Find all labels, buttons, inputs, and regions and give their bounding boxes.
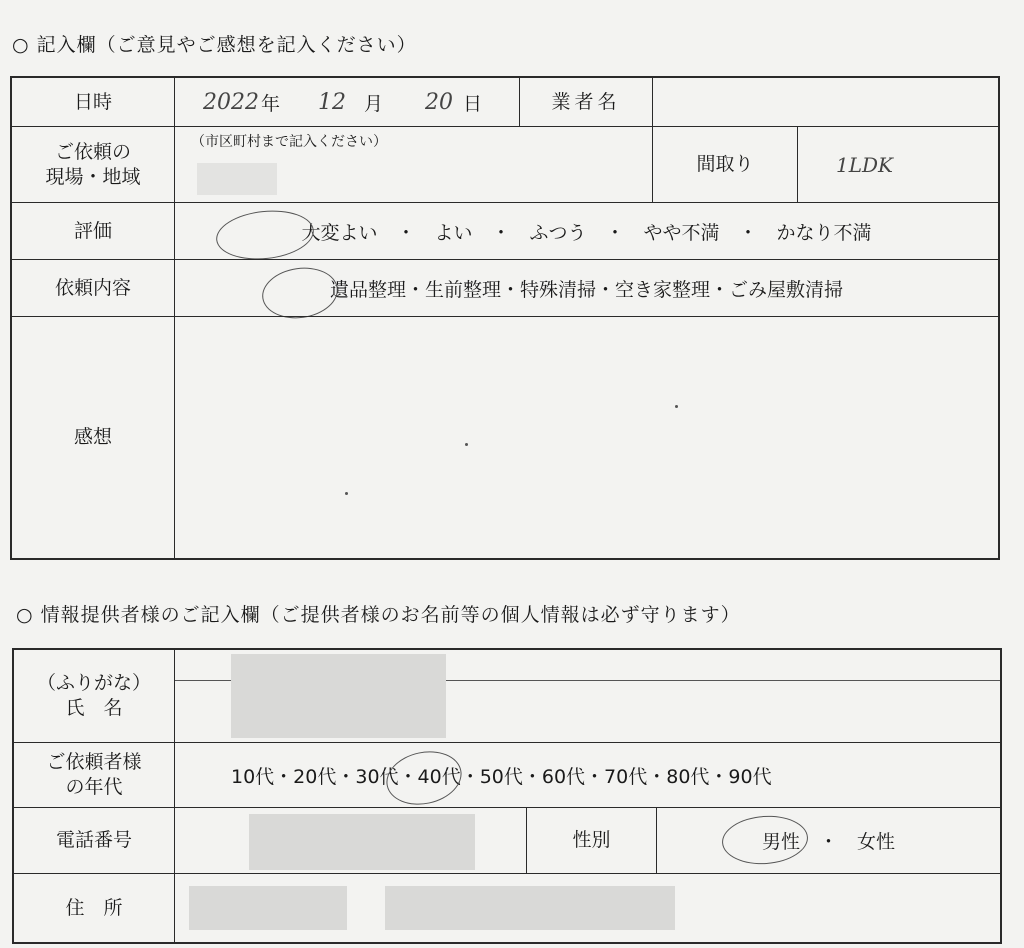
age-label xyxy=(14,742,174,807)
redacted-address xyxy=(385,886,675,930)
speck xyxy=(465,443,468,446)
rating-options[interactable]: 大変よい ・ よい ・ ふつう ・ やや不満 ・ かなり不満 xyxy=(174,202,998,259)
impression-field[interactable] xyxy=(174,316,998,558)
name-field[interactable] xyxy=(174,650,1000,742)
age-label-line1: ご依頼者様 xyxy=(46,751,142,774)
section2-heading: ○ 情報提供者様のご記入欄（ご提供者様のお名前等の個人情報は必ず守ります） xyxy=(16,604,741,626)
address-field[interactable] xyxy=(174,873,1000,942)
name-label xyxy=(14,650,174,742)
address-label: 住 所 xyxy=(14,873,174,942)
feedback-table xyxy=(10,76,1000,560)
furigana-label: （ふりがな） xyxy=(36,672,151,695)
speck xyxy=(675,405,678,408)
date-month-unit: 月 xyxy=(364,92,384,115)
layout-label: 間取り xyxy=(652,126,797,202)
site-label-line1: ご依頼の xyxy=(54,140,131,163)
vendor-label: 業者名 xyxy=(519,78,652,126)
speck xyxy=(345,492,348,495)
date-field[interactable] xyxy=(174,78,519,126)
date-day-unit: 日 xyxy=(463,92,483,115)
layout-value: 1LDK xyxy=(836,152,893,177)
redacted-site xyxy=(197,163,277,195)
date-day: 20 xyxy=(425,89,454,115)
redacted-address xyxy=(189,886,347,930)
section1-heading: ○ 記入欄（ご意見やご感想を記入ください） xyxy=(12,34,417,56)
vendor-field[interactable] xyxy=(652,78,998,126)
layout-field[interactable] xyxy=(797,126,998,202)
impression-label: 感想 xyxy=(12,316,174,558)
redacted-name xyxy=(231,654,446,738)
provider-table xyxy=(12,648,1002,944)
name-label-text: 氏 名 xyxy=(65,697,123,719)
gender-options[interactable]: 男性 ・ 女性 xyxy=(656,807,1000,873)
date-year: 2022 xyxy=(203,89,259,115)
site-label-line2: 現場・地域 xyxy=(45,165,141,188)
rating-label: 評価 xyxy=(12,202,174,259)
request-label: 依頼内容 xyxy=(12,259,174,316)
site-note: （市区町村まで記入ください） xyxy=(191,134,387,150)
gender-label: 性別 xyxy=(526,807,656,873)
redacted-phone xyxy=(249,814,475,870)
site-field[interactable] xyxy=(174,126,652,202)
request-options[interactable]: 遺品整理・生前整理・特殊清掃・空き家整理・ごみ屋敷清掃 xyxy=(174,259,998,316)
age-label-line2: の年代 xyxy=(65,776,123,798)
phone-label: 電話番号 xyxy=(14,807,174,873)
date-year-unit: 年 xyxy=(261,92,281,115)
phone-field[interactable] xyxy=(174,807,526,873)
date-label: 日時 xyxy=(73,90,112,113)
date-month: 12 xyxy=(318,89,347,115)
site-label xyxy=(12,126,174,202)
age-options[interactable]: 10代・20代・30代・40代・50代・60代・70代・80代・90代 xyxy=(174,742,1000,807)
